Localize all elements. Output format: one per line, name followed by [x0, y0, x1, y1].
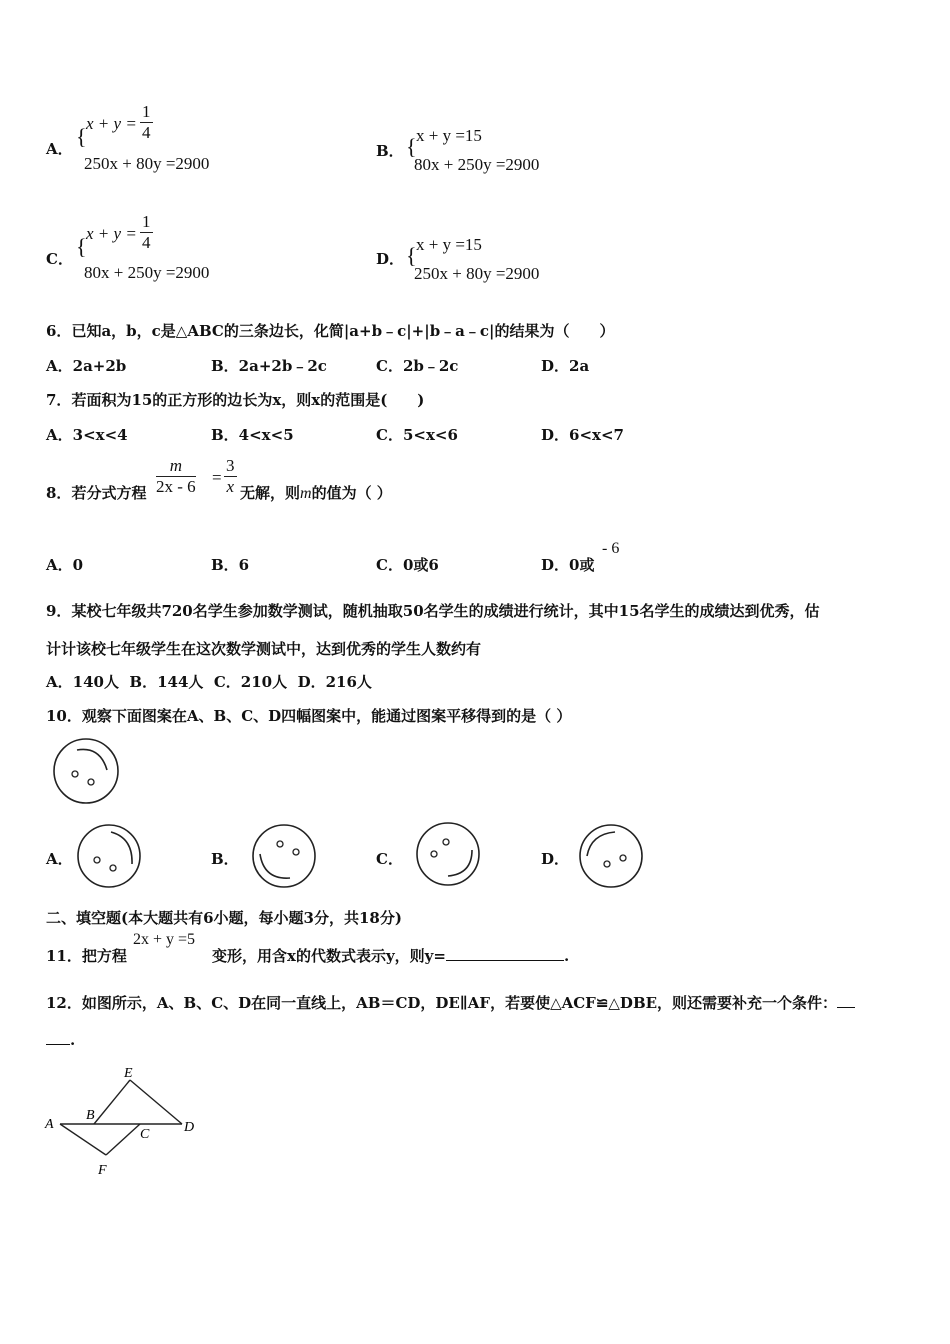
q11-stem-end [212, 945, 569, 966]
q8-eq-sign: = [212, 468, 222, 487]
q12-answer-blank-part2[interactable] [46, 1030, 70, 1045]
q5-b-eq2: 80x + 250y =2900 [414, 155, 540, 174]
q6-number: 6． [46, 322, 72, 340]
q7-option-a: A．3<x<4 [46, 426, 128, 444]
line-fc [106, 1124, 140, 1155]
q8-option-a: A．0 [46, 556, 84, 574]
q11-number: 11． [46, 947, 82, 965]
q9-line2: 计计该校七年级学生在这次数学测试中，达到优秀的学生人数约有 [46, 640, 482, 658]
q10-option-b-pattern [250, 822, 318, 890]
q8-option-c: C．0或6 [376, 556, 439, 574]
line-af [60, 1124, 106, 1155]
q6-option-c: C．2b﹣2c [376, 357, 459, 375]
q10-option-c-pattern [414, 820, 482, 888]
line-ed [130, 1080, 182, 1124]
q12-line2-end: . [70, 1031, 76, 1049]
q5-option-d [376, 248, 404, 269]
q11-equation: 2x + y =5 [133, 931, 196, 948]
q5-option-c [46, 248, 73, 269]
q6-text: 已知a，b，c是△ABC的三条边长，化简|a+b﹣c|+|b﹣a﹣c|的结果为（ ） [71, 322, 615, 340]
q8-stem [46, 482, 146, 503]
q6-option-b: B．2a+2b﹣2c [211, 357, 327, 375]
q12-answer-blank-part1[interactable] [837, 993, 855, 1008]
q9-options [46, 671, 372, 692]
q5-d-eq1: x + y =15 [416, 235, 482, 254]
q5-c-eq1-lhs: x + y = [86, 224, 137, 243]
q11-prefix: 把方程 [81, 947, 127, 965]
q8-suffix-a: 无解，则 [240, 484, 301, 502]
q9-line1 [46, 600, 820, 621]
q8-var: m [300, 485, 312, 502]
q5-option-a-label: A． [46, 140, 73, 158]
q7-text: 若面积为15的正方形的边长为x，则x的范围是( ) [71, 391, 425, 409]
q5-d-eq2: 250x + 80y =2900 [414, 264, 540, 283]
q10-option-b-label: B． [211, 850, 239, 868]
q8-frac2-den: x [226, 477, 235, 496]
q7-stem [46, 389, 424, 410]
label-f: F [98, 1163, 107, 1178]
q5-option-b-label: B． [376, 142, 404, 160]
q5-option-a [46, 138, 73, 159]
q10-option-a-pattern [75, 822, 143, 890]
q11-end: . [563, 947, 570, 965]
q5-a-eq1-num: 1 [142, 102, 151, 121]
q8-option-d-sup: - 6 [602, 540, 620, 557]
q12-line2 [46, 1030, 75, 1049]
section2-title: 二、填空题(本大题共有6小题，每小题3分，共18分) [46, 909, 402, 927]
q5-c-eq2: 80x + 250y =2900 [84, 263, 210, 282]
q9-number: 9． [46, 602, 72, 620]
q6-stem [46, 320, 615, 341]
q5-option-b [376, 140, 404, 161]
q5-c-eq1-den: 4 [142, 233, 151, 252]
label-a: A [45, 1117, 54, 1132]
q12-line1 [46, 992, 855, 1013]
q12-text: 如图所示，A、B、C、D在同一直线上，AB＝CD，DE∥AF，若要使△ACF≌△DBE，则还需要补充一个条件： [81, 994, 838, 1012]
line-eb [94, 1080, 130, 1124]
label-b: B [86, 1108, 95, 1123]
q11-answer-blank[interactable] [446, 946, 564, 961]
q10-option-d-label: D． [541, 850, 570, 868]
q10-stem [46, 705, 571, 726]
q11-stem [46, 945, 127, 966]
q9-option-b: B．144人 [129, 673, 204, 691]
q9-option-c: C．210人 [213, 673, 288, 691]
q10-option-a-label: A． [46, 850, 73, 868]
q12-figure [42, 1062, 202, 1180]
q5-a-eq1-den: 4 [142, 123, 151, 142]
q11-suffix: 变形，用含x的代数式表示y，则y= [212, 947, 446, 965]
q10-option-c-label: C． [376, 850, 403, 868]
q7-option-c: C．5<x<6 [376, 426, 458, 444]
q8-option-b: B．6 [211, 556, 250, 574]
q5-a-eq1-lhs: x + y = [86, 114, 137, 133]
q8-number: 8． [46, 484, 72, 502]
q5-c-eq1-num: 1 [142, 212, 151, 231]
q7-option-d: D．6<x<7 [541, 426, 624, 444]
q9-option-a: A．140人 [46, 673, 119, 691]
q8-frac1-num: m [156, 456, 196, 477]
q8-prefix: 若分式方程 [71, 484, 147, 502]
label-e: E [124, 1066, 133, 1081]
q8-frac1-den: 2x - 6 [156, 477, 196, 496]
q5-b-eq1: x + y =15 [416, 126, 482, 145]
q12-number: 12． [46, 994, 82, 1012]
q9-text-line1: 某校七年级共720名学生参加数学测试，随机抽取50名学生的成绩进行统计，其中15名学生的成绩达到优秀，估 [71, 602, 820, 620]
q5-option-d-label: D． [376, 250, 405, 268]
q8-option-d: D．0或 [541, 556, 595, 574]
q8-frac2-num: 3 [226, 456, 235, 475]
q6-option-d: D．2a [541, 357, 590, 375]
label-d: D [184, 1120, 195, 1135]
q5-option-c-label: C． [46, 250, 73, 268]
label-c: C [140, 1127, 150, 1142]
q7-option-b: B．4<x<5 [211, 426, 294, 444]
q10-number: 10． [46, 707, 82, 725]
q8-suffix-b: 的值为（ ） [311, 484, 392, 502]
q9-option-d: D．216人 [297, 673, 372, 691]
q5-a-eq2: 250x + 80y =2900 [84, 154, 210, 173]
q6-option-a: A．2a+2b [46, 357, 127, 375]
q10-text: 观察下面图案在A、B、C、D四幅图案中，能通过图案平移得到的是（ ） [81, 707, 572, 725]
q8-stem-end [240, 482, 392, 503]
q7-number: 7． [46, 391, 72, 409]
q10-option-d-pattern [577, 822, 645, 890]
q10-original-pattern [50, 736, 122, 806]
